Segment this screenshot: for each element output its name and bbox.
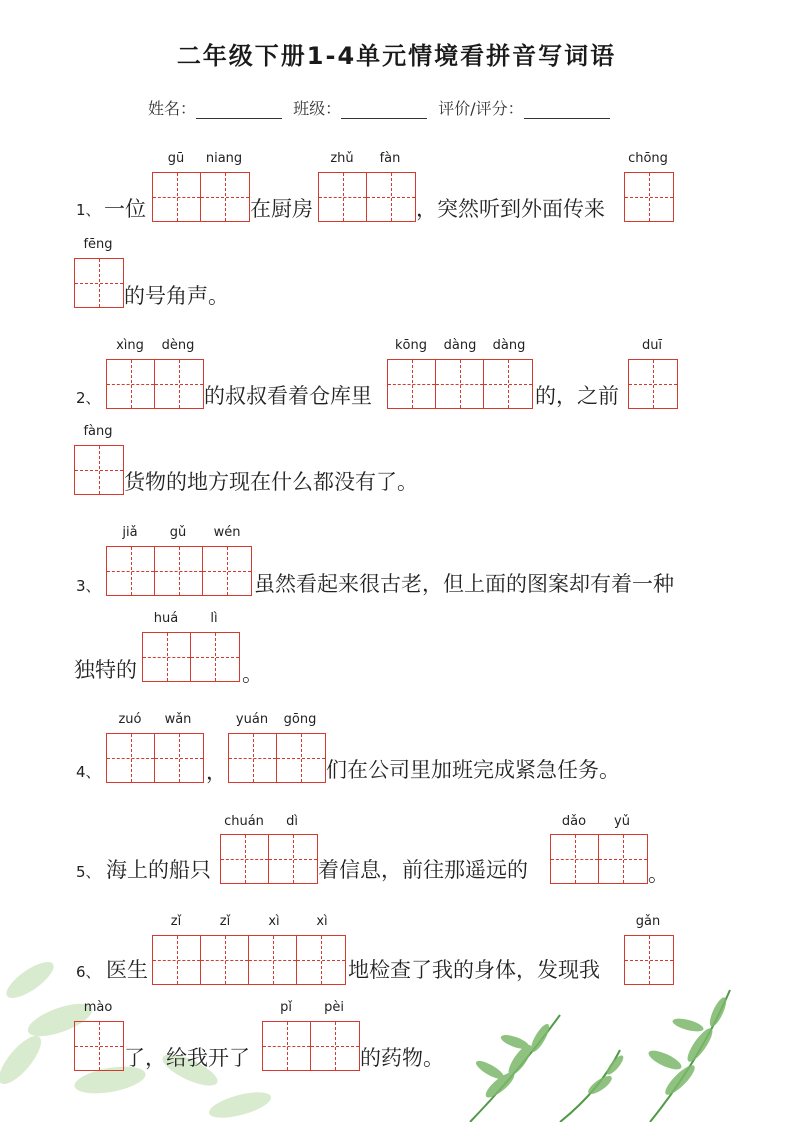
writing-grid[interactable]	[152, 172, 250, 222]
pinyin: kōng	[395, 338, 427, 353]
question-text: 独特的	[74, 658, 137, 682]
question-text: 们在公司里加班完成紧急任务。	[326, 758, 620, 782]
writing-grid[interactable]	[74, 445, 124, 495]
writing-grid[interactable]	[628, 359, 678, 409]
writing-grid[interactable]	[262, 1021, 360, 1071]
question-number: 3、	[76, 577, 101, 595]
writing-grid[interactable]	[387, 359, 533, 409]
question-text: 了，给我开了	[124, 1046, 250, 1070]
writing-grid[interactable]	[106, 733, 204, 783]
writing-grid[interactable]	[142, 632, 240, 682]
question-text: 的号角声。	[124, 284, 229, 308]
pinyin: mào	[83, 1000, 113, 1015]
writing-grid[interactable]	[228, 733, 326, 783]
question-text: 地检查了我的身体，发现我	[348, 958, 600, 982]
pinyin: gōng	[283, 712, 317, 727]
pinyin: zhǔ	[330, 151, 354, 166]
name-label: 姓名：	[148, 99, 197, 118]
pinyin: fàng	[83, 424, 113, 439]
question-text: 着信息，前往那遥远的	[318, 858, 528, 882]
question-number: 6、	[76, 963, 101, 981]
page-title: 二年级下册1-4单元情境看拼音写词语	[176, 42, 617, 70]
pinyin: huá	[153, 611, 179, 626]
pinyin: chuán	[224, 814, 264, 829]
student-info-row	[148, 96, 616, 119]
question-text: 的叔叔看着仓库里	[204, 384, 372, 408]
pinyin: pèi	[324, 1000, 344, 1015]
writing-grid[interactable]	[318, 172, 416, 222]
pinyin: xì	[316, 914, 328, 929]
pinyin: xìng	[116, 338, 144, 353]
pinyin: xì	[268, 914, 280, 929]
pinyin: dǎo	[561, 814, 587, 829]
writing-grid[interactable]	[220, 834, 318, 884]
pinyin: pǐ	[280, 1000, 292, 1015]
writing-grid[interactable]	[106, 359, 204, 409]
pinyin: duī	[641, 338, 663, 353]
name-blank[interactable]	[196, 100, 282, 119]
pinyin: gū	[167, 151, 185, 166]
pinyin: lì	[210, 611, 218, 626]
pinyin: dèng	[161, 338, 195, 353]
score-label: 评价/评分：	[438, 99, 524, 118]
question-number: 2、	[76, 389, 101, 407]
pinyin: chōng	[628, 151, 668, 166]
score-blank[interactable]	[524, 100, 610, 119]
pinyin: zǐ	[170, 914, 182, 929]
question-text: 。	[242, 662, 263, 686]
pinyin: dàng	[443, 338, 477, 353]
pinyin: yǔ	[614, 814, 630, 829]
pinyin: jiǎ	[122, 525, 138, 540]
pinyin: zuó	[118, 712, 142, 727]
pinyin: dàng	[492, 338, 526, 353]
writing-grid[interactable]	[550, 834, 648, 884]
question-text: 货物的地方现在什么都没有了。	[124, 470, 418, 494]
question-text: 一位	[104, 197, 146, 221]
question-number: 5、	[76, 863, 101, 881]
question-text: 医生	[106, 958, 148, 982]
question-text: ，突然听到外面传来	[416, 197, 605, 221]
question-text: 的药物。	[360, 1046, 444, 1070]
question-number: 1、	[76, 201, 101, 219]
class-label: 班级：	[293, 99, 342, 118]
pinyin: gǔ	[169, 525, 187, 540]
pinyin: gǎn	[635, 914, 661, 929]
pinyin: fàn	[379, 151, 401, 166]
pinyin: fēng	[83, 237, 113, 252]
pinyin: niang	[205, 151, 243, 166]
question-text: 。	[648, 862, 669, 886]
question-text: 海上的船只	[106, 858, 211, 882]
pinyin: zǐ	[219, 914, 231, 929]
pinyin: yuán	[235, 712, 269, 727]
question-text: 在厨房	[250, 197, 313, 221]
question-text: 的，之前	[535, 384, 619, 408]
question-text: 虽然看起来很古老，但上面的图案却有着一种	[254, 572, 674, 596]
pinyin: dì	[286, 814, 298, 829]
question-text: ，	[206, 760, 227, 784]
pinyin: wǎn	[164, 712, 192, 727]
writing-grid[interactable]	[106, 546, 252, 596]
class-blank[interactable]	[341, 100, 427, 119]
question-number: 4、	[76, 763, 101, 781]
writing-grid[interactable]	[74, 1021, 124, 1071]
writing-grid[interactable]	[624, 172, 674, 222]
writing-grid[interactable]	[74, 258, 124, 308]
pinyin: wén	[213, 525, 241, 540]
